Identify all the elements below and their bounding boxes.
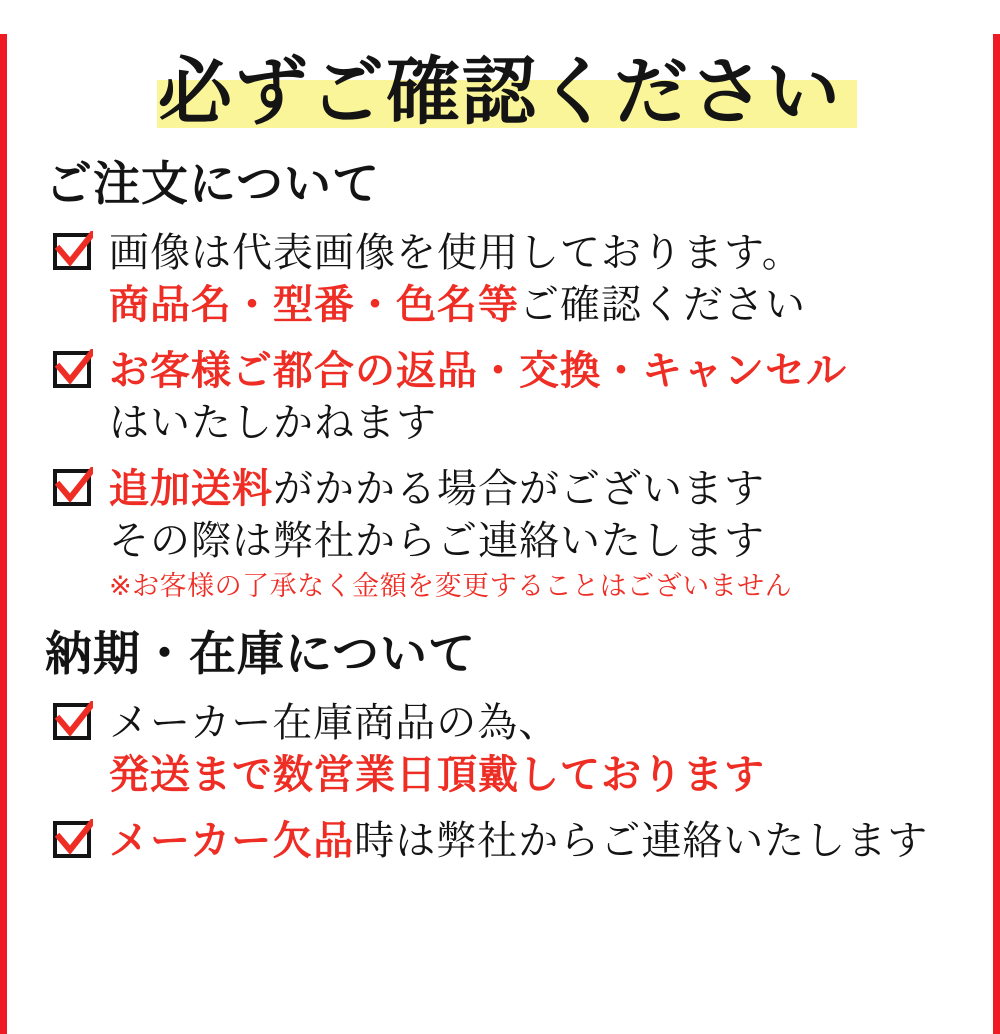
plain-text: ご確認ください bbox=[519, 282, 806, 328]
list-item bbox=[53, 815, 993, 867]
checkbox-checked-icon bbox=[53, 231, 93, 271]
highlighted-text: 追加送料 bbox=[109, 466, 273, 512]
checkbox-checked-icon bbox=[53, 467, 93, 507]
highlighted-text: メーカー欠品 bbox=[109, 818, 355, 864]
checkbox-checked-icon bbox=[53, 349, 93, 389]
list-item-line: 発送まで数営業日頂戴しております bbox=[109, 752, 765, 798]
highlighted-text: 商品名・型番・色名等 bbox=[109, 282, 519, 328]
section-heading-delivery: 納期・在庫について bbox=[45, 627, 477, 682]
checkbox-checked-icon bbox=[53, 701, 93, 741]
plain-text: 時は弊社からご連絡いたします bbox=[354, 818, 929, 864]
list-item-line: メーカー在庫商品の為、 bbox=[109, 700, 560, 746]
list-item bbox=[53, 463, 993, 605]
list-item bbox=[53, 697, 993, 801]
list-item bbox=[53, 345, 993, 449]
list-item-line: お客様ご都合の返品・交換・キャンセル bbox=[109, 348, 847, 394]
section-heading-orders: ご注文について bbox=[45, 157, 381, 212]
list-item-line: 画像は代表画像を使用しております。 bbox=[109, 230, 803, 276]
list-item-line: その際は弊社からご連絡いたします bbox=[109, 518, 765, 564]
list-item-line bbox=[109, 463, 993, 515]
list-item-note: ※お客様の了承なく金額を変更することはございません bbox=[109, 571, 793, 602]
checkbox-checked-icon bbox=[53, 819, 93, 859]
plain-text: がかかる場合がございます bbox=[273, 466, 765, 512]
list-item-line: はいたしかねます bbox=[109, 400, 437, 446]
notice-page bbox=[0, 34, 1000, 1034]
page-title: 必ずご確認ください bbox=[158, 49, 842, 135]
list-item-line bbox=[109, 279, 993, 331]
list-item bbox=[53, 227, 993, 331]
list-item-line bbox=[109, 815, 993, 867]
page-title-block bbox=[7, 34, 993, 139]
